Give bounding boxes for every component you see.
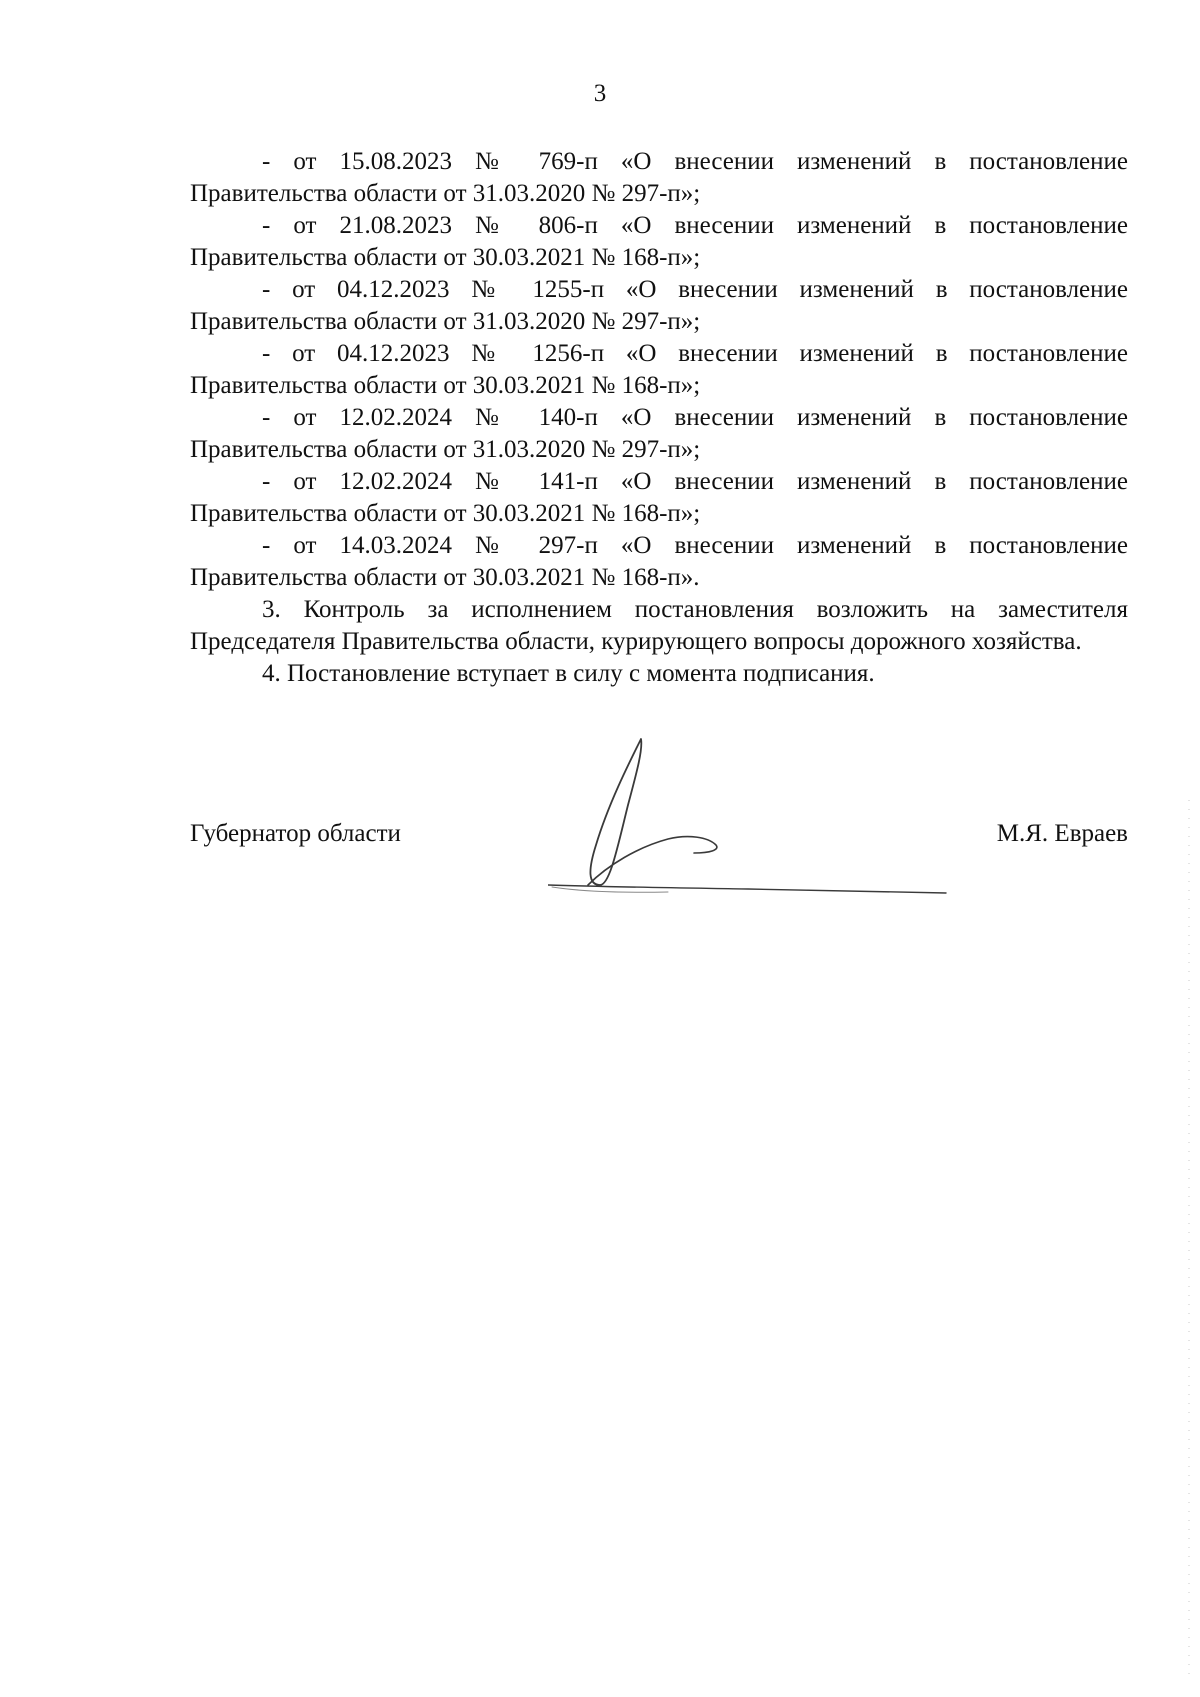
amendment-list — [190, 146, 1128, 594]
amendment-line1: - от 12.02.2024 № 140-п «О внесении изменений в постановление — [262, 404, 1128, 431]
amendment-line2: Правительства области от 30.03.2021 № 168-п»; — [190, 244, 701, 271]
scan-artifact — [1188, 800, 1190, 1680]
amendment-line1: - от 21.08.2023 № 806-п «О внесении изменений в постановление — [262, 212, 1128, 239]
amendment-item — [190, 402, 1128, 466]
amendment-line2: Правительства области от 31.03.2020 № 297-п»; — [190, 180, 701, 207]
amendment-line1: - от 04.12.2023 № 1256-п «О внесении изменений в постановление — [262, 340, 1128, 367]
handwritten-signature — [548, 735, 948, 915]
signatory-title: Губернатор области — [190, 820, 401, 847]
amendment-line1: - от 15.08.2023 № 769-п «О внесении изменений в постановление — [262, 148, 1128, 175]
amendment-line2: Правительства области от 30.03.2021 № 168-п». — [190, 564, 700, 591]
amendment-line1: - от 12.02.2024 № 141-п «О внесении изменений в постановление — [262, 468, 1128, 495]
signatory-name: М.Я. Евраев — [996, 820, 1128, 847]
paragraph-effective: 4. Постановление вступает в силу с момента подписания. — [262, 660, 875, 687]
amendment-line2: Правительства области от 31.03.2020 № 297-п»; — [190, 436, 701, 463]
page-number: 3 — [593, 80, 607, 107]
amendment-line2: Правительства области от 30.03.2021 № 168-п»; — [190, 372, 701, 399]
amendment-item — [190, 530, 1128, 594]
amendment-item — [190, 146, 1128, 210]
amendment-line1: - от 04.12.2023 № 1255-п «О внесении изменений в постановление — [262, 276, 1128, 303]
paragraph-control: 3. Контроль за исполнением постановления возложить на заместителя Председателя Правительства области, курирующего вопросы дорожного хозяйства. — [190, 596, 1128, 655]
amendment-line2: Правительства области от 31.03.2020 № 297-п»; — [190, 308, 701, 335]
document-body — [190, 146, 1128, 690]
amendment-item — [190, 338, 1128, 402]
amendment-line1: - от 14.03.2024 № 297-п «О внесении изменений в постановление — [262, 532, 1128, 559]
amendment-item — [190, 274, 1128, 338]
amendment-item — [190, 210, 1128, 274]
amendment-item — [190, 466, 1128, 530]
amendment-line2: Правительства области от 30.03.2021 № 168-п»; — [190, 500, 701, 527]
